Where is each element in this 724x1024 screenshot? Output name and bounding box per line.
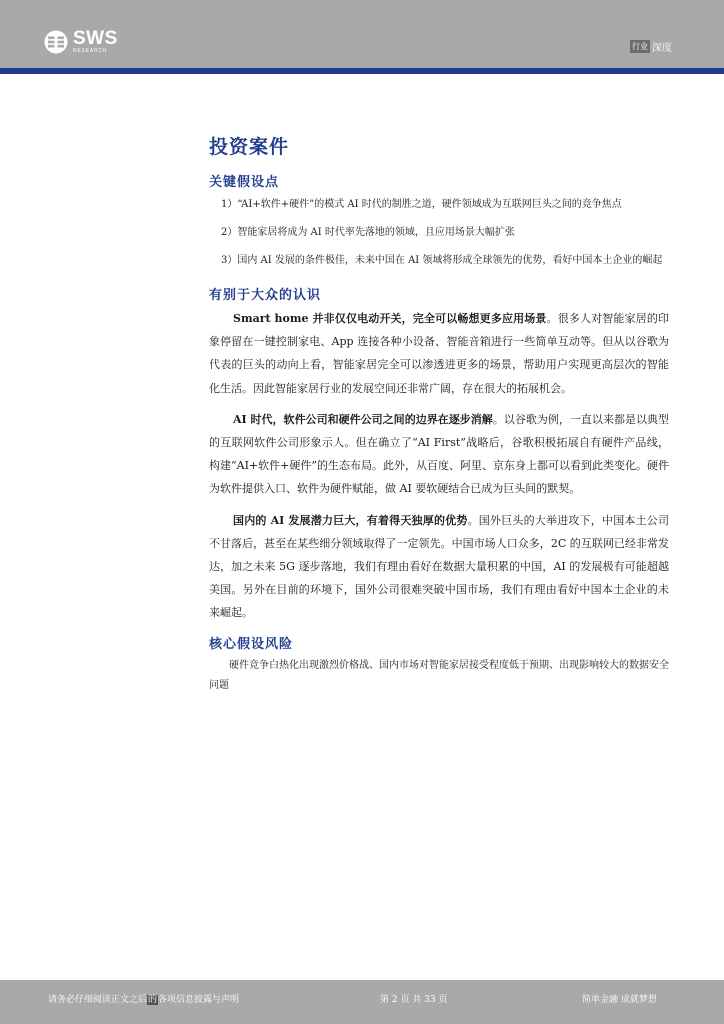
page-number: 第 2 页 共 33 页 [380,995,448,1005]
differentiation-paragraph [209,509,669,625]
disclaimer-text: 各项信息披露与声明 [158,995,240,1005]
assumption-point: 3）国内 AI 发展的条件极佳，未来中国在 AI 领域将形成全球领先的优势，看好中国本土企业的崛起 [221,255,663,266]
assumption-point: 2）智能家居将成为 AI 时代率先落地的领域，且应用场景大幅扩张 [221,227,515,238]
paragraph-body: 。国外巨头的大举进攻下，中国本土公司不甘落后，甚至在某些细分领域取得了一定领先。中国市场人口众多，2C 的互联网已经非常发达，加之未来 5G 逐步落地，我们有理由看好在数据大量积累的中国，AI 的发展极有可能超越美国。另外在目前的环境下，国外公司很难突破中国市场，我们有理由看好中国本土企业的未来崛起。 [209,513,670,620]
paragraph-lead: AI 时代，软件公司和硬件公司之间的边界在逐步消解 [233,412,493,426]
assumptions-heading: 关键假设点 [209,175,280,190]
disclaimer-highlight: 的 [148,995,158,1005]
risks-heading: 核心假设风险 [209,636,294,652]
differentiation-paragraph [209,307,669,400]
report-category-badge: 行业 [632,42,648,51]
differentiation-heading: 有别于大众的认识 [209,288,322,303]
assumption-point: 1）“AI+软件+硬件”的模式 AI 时代的制胜之道，硬件领域成为互联网巨头之间的竞争焦点 [221,199,622,210]
logo-mark-icon [44,30,68,54]
logo-subtext: RESEARCH [73,48,108,54]
page-footer [0,980,724,1024]
main-content [209,132,669,696]
report-type: 深度 [652,43,672,54]
header-divider [0,68,724,74]
page-title: 投资案件 [209,136,290,158]
page-header [0,0,724,68]
footer-slogan: 简单金融 成就梦想 [582,995,657,1005]
company-logo [44,29,118,54]
logo-text: SWS [73,28,118,49]
differentiation-paragraph [209,408,669,501]
report-type-label [630,39,672,54]
paragraph-lead: 国内的 AI 发展潜力巨大，有着得天独厚的优势 [233,513,468,527]
risks-text: 硬件竞争白热化出现激烈价格战、国内市场对智能家居接受程度低于预期、出现影响较大的数据安全问题 [209,659,669,691]
paragraph-lead: Smart home 并非仅仅电动开关，完全可以畅想更多应用场景 [233,312,547,325]
disclaimer-text: 请务必仔细阅读正文之后 [48,995,148,1005]
footer-disclaimer [48,992,239,1005]
paragraph-body: 。以谷歌为例，一直以来都是以典型的互联网软件公司形象示人。但在确立了“AI First”战略后，谷歌积极拓展自有硬件产品线，构建“AI+软件+硬件”的生态布局。此外，从百度、阿里、京东身上都可以看到此类变化。硬件为软件提供入口、软件为硬件赋能，做 AI 要软硬结合已成为巨头间的默契。 [209,412,670,496]
paragraph-body: 。很多人对智能家居的印象停留在一键控制家电、App 连接各种小设备、智能音箱进行一些简单互动等。但从以谷歌为代表的巨头的动向上看，智能家居完全可以渗透进更多的场景，帮助用户实现更高层次的智能化生活。因此智能家居行业的发展空间还非常广阔，存在很大的拓展机会。 [209,312,670,395]
